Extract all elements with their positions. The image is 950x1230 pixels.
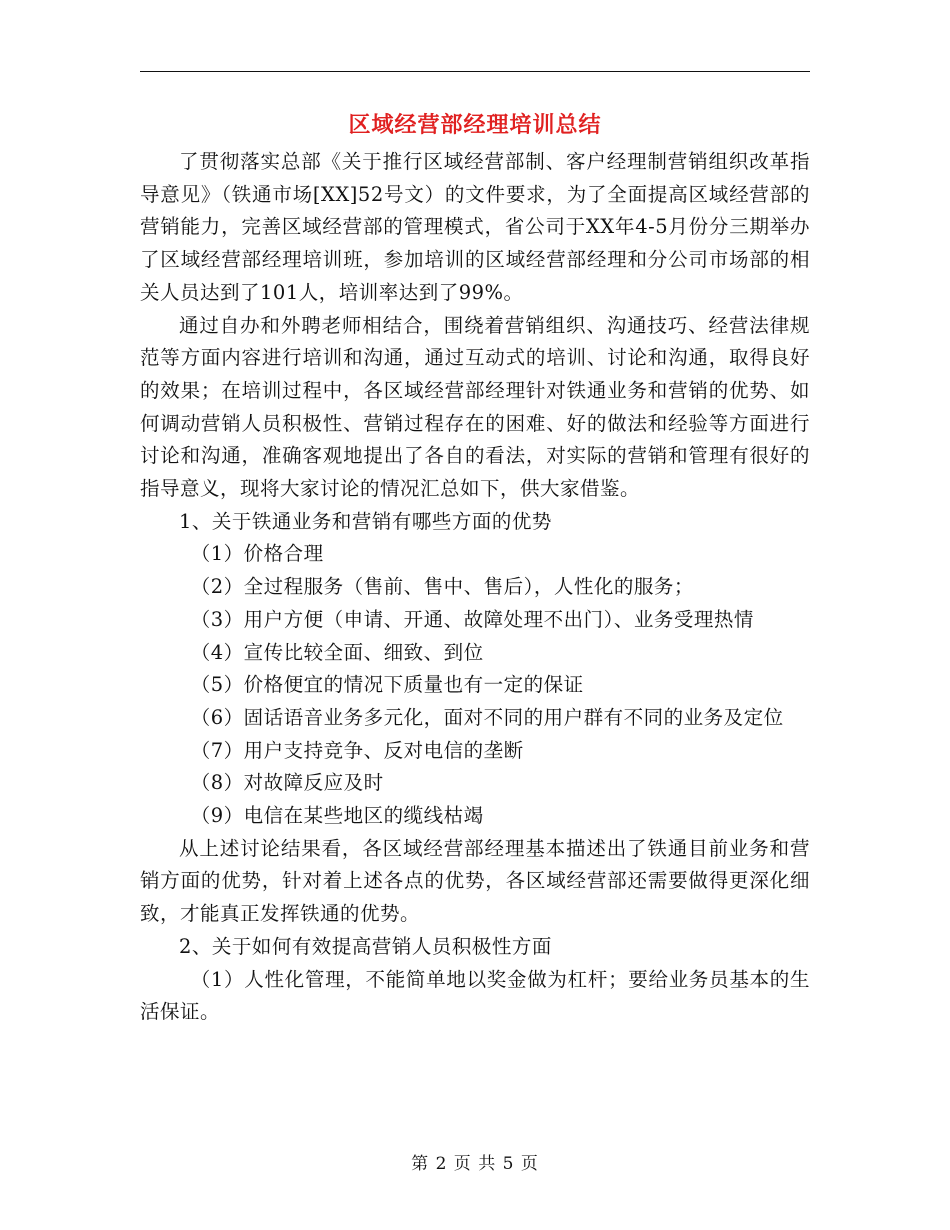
document-title: 区域经营部经理培训总结 (348, 112, 602, 138)
advantage-item-2: （2）全过程服务（售前、售中、售后），人性化的服务； (190, 575, 694, 599)
header-rule (140, 71, 810, 72)
training-paragraph: 通过自办和外聘老师相结合，围绕着营销组织、沟通技巧、经营法律规范等方面内容进行培训和沟通，通过互动式的培训、讨论和沟通，取得良好的效果；在培训过程中，各区域经营部经理针对铁通业务和营销的优势、如何调动营销人员积极性、营销过程存在的困难、好的做法和经验等方面进行讨论和沟通，准确客观地提出了各自的看法，对实际的营销和管理有很好的指导意义，现将大家讨论的情况汇总如下，供大家借鉴。 (140, 313, 810, 501)
intro-paragraph: 了贯彻落实总部《关于推行区域经营部制、客户经理制营销组织改革指导意见》（铁通市场[XX]52号文）的文件要求，为了全面提高区域经营部的营销能力，完善区域经营部的管理模式，省公司于XX年4-5月份分三期举办了区域经营部经理培训班，参加培训的区域经营部经理和分公司市场部的相关人员达到了101人，培训率达到了99%。 (140, 150, 810, 304)
advantage-item-1: （1）价格合理 (190, 542, 324, 566)
advantage-item-4: （4）宣传比较全面、细致、到位 (190, 640, 484, 664)
advantage-item-8: （8）对故障反应及时 (190, 771, 384, 795)
section-1-heading: 1、关于铁通业务和营销有哪些方面的优势 (179, 509, 552, 533)
summary-paragraph: 从上述讨论结果看，各区域经营部经理基本描述出了铁通目前业务和营销方面的优势，针对着上述各点的优势，各区域经营部还需要做得更深化细致，才能真正发挥铁通的优势。 (140, 836, 810, 926)
advantage-item-7: （7）用户支持竞争、反对电信的垄断 (190, 738, 524, 762)
advantage-item-5: （5）价格便宜的情况下质量也有一定的保证 (190, 673, 584, 697)
page-number-footer: 第 2 页 共 5 页 (411, 1154, 539, 1174)
section-2-item-1: （1）人性化管理，不能简单地以奖金做为杠杆；要给业务员基本的生活保证。 (140, 967, 810, 1024)
advantage-item-6: （6）固话语音业务多元化，面对不同的用户群有不同的业务及定位 (190, 705, 784, 729)
section-2-heading: 2、关于如何有效提高营销人员积极性方面 (179, 934, 552, 958)
document-body (140, 146, 810, 1029)
advantage-item-3: （3）用户方便（申请、开通、故障处理不出门）、业务受理热情 (190, 607, 754, 631)
advantage-item-9: （9）电信在某些地区的缆线枯竭 (190, 804, 484, 828)
